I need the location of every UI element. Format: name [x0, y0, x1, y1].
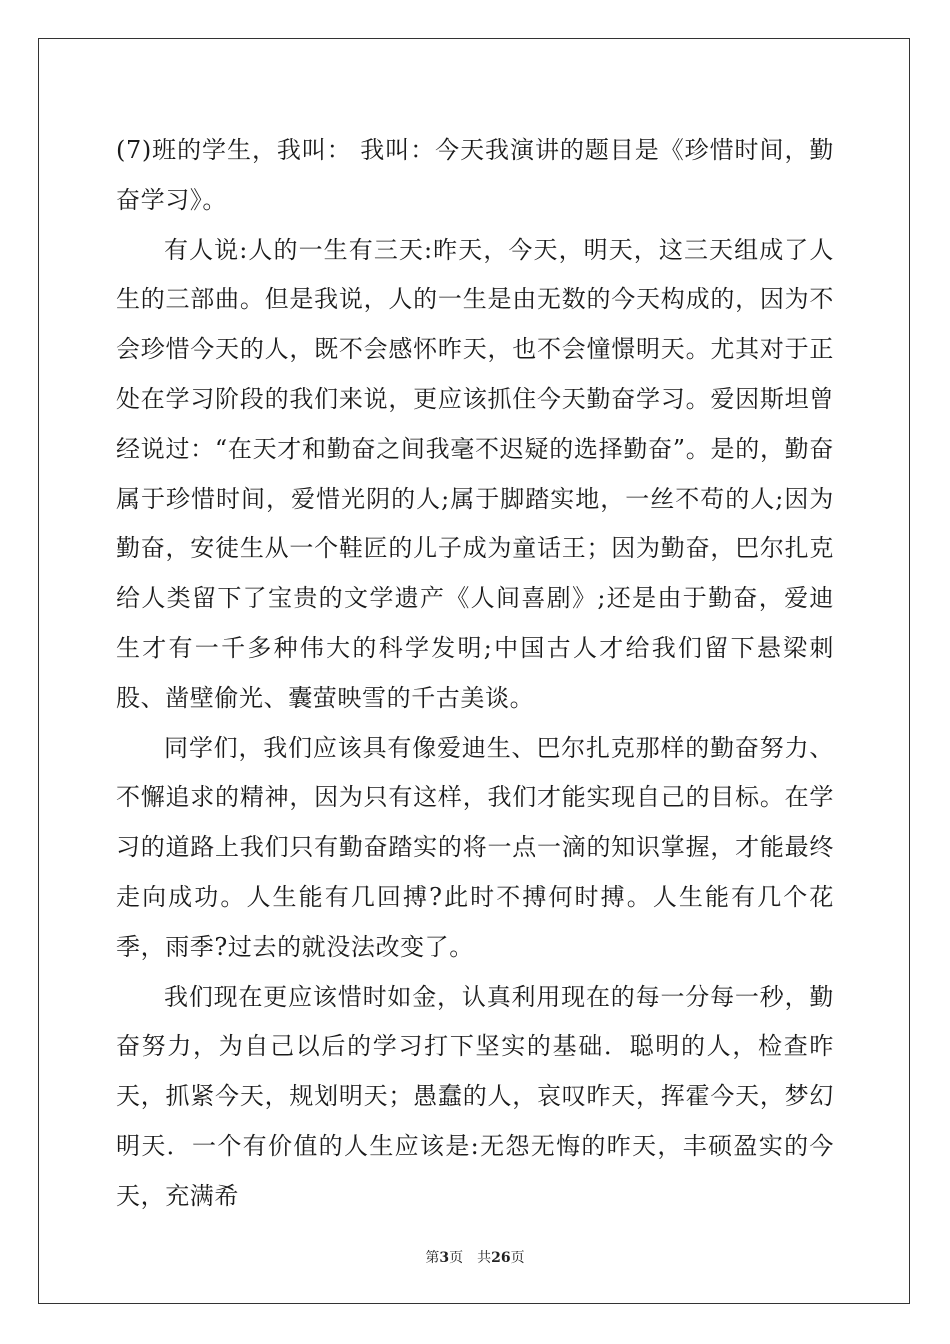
paragraph-1: (7)班的学生，我叫： 我叫：今天我演讲的题目是《珍惜时间，勤奋学习》。	[116, 136, 834, 214]
page-total: 26	[491, 1250, 511, 1266]
page-suffix: 页	[449, 1250, 464, 1266]
total-suffix: 页	[510, 1250, 525, 1266]
total-prefix: 共	[477, 1250, 492, 1266]
paragraph-2: 有人说:人的一生有三天:昨天，今天，明天，这三天组成了人生的三部曲。但是我说，人的一生是由无数的今天构成的，因为不会珍惜今天的人，既不会感怀昨天，也不会憧憬明天。尤其对于正处在学习阶段的我们来说，更应该抓住今天勤奋学习。爱因斯坦曾经说过：“在天才和勤奋之间我毫不迟疑的选择勤奋”。是的，勤奋属于珍惜时间，爱惜光阴的人;属于脚踏实地，一丝不苟的人;因为勤奋，安徒生从一个鞋匠的儿子成为童话王；因为勤奋，巴尔扎克给人类留下了宝贵的文学遗产《人间喜剧》;还是由于勤奋，爱迪生才有一千多种伟大的科学发明;中国古人才给我们留下悬梁刺股、凿壁偷光、囊萤映雪的千古美谈。	[116, 235, 834, 712]
paragraph-4: 我们现在更应该惜时如金，认真利用现在的每一分每一秒，勤奋努力，为自己以后的学习打下坚实的基础．聪明的人，检查昨天，抓紧今天，规划明天；愚蠢的人，哀叹昨天，挥霍今天，梦幻明天．一个有价值的人生应该是:无怨无悔的昨天，丰硕盈实的今天，充满希	[116, 982, 834, 1210]
page-footer	[0, 1247, 950, 1267]
page-prefix: 第	[425, 1250, 440, 1266]
page-current: 3	[439, 1250, 450, 1266]
paragraph-3: 同学们，我们应该具有像爱迪生、巴尔扎克那样的勤奋努力、不懈追求的精神，因为只有这样，我们才能实现自己的目标。在学习的道路上我们只有勤奋踏实的将一点一滴的知识掌握，才能最终走向成功。人生能有几回搏?此时不搏何时搏。人生能有几个花季，雨季?过去的就没法改变了。	[116, 733, 834, 961]
document-body	[116, 126, 834, 1222]
